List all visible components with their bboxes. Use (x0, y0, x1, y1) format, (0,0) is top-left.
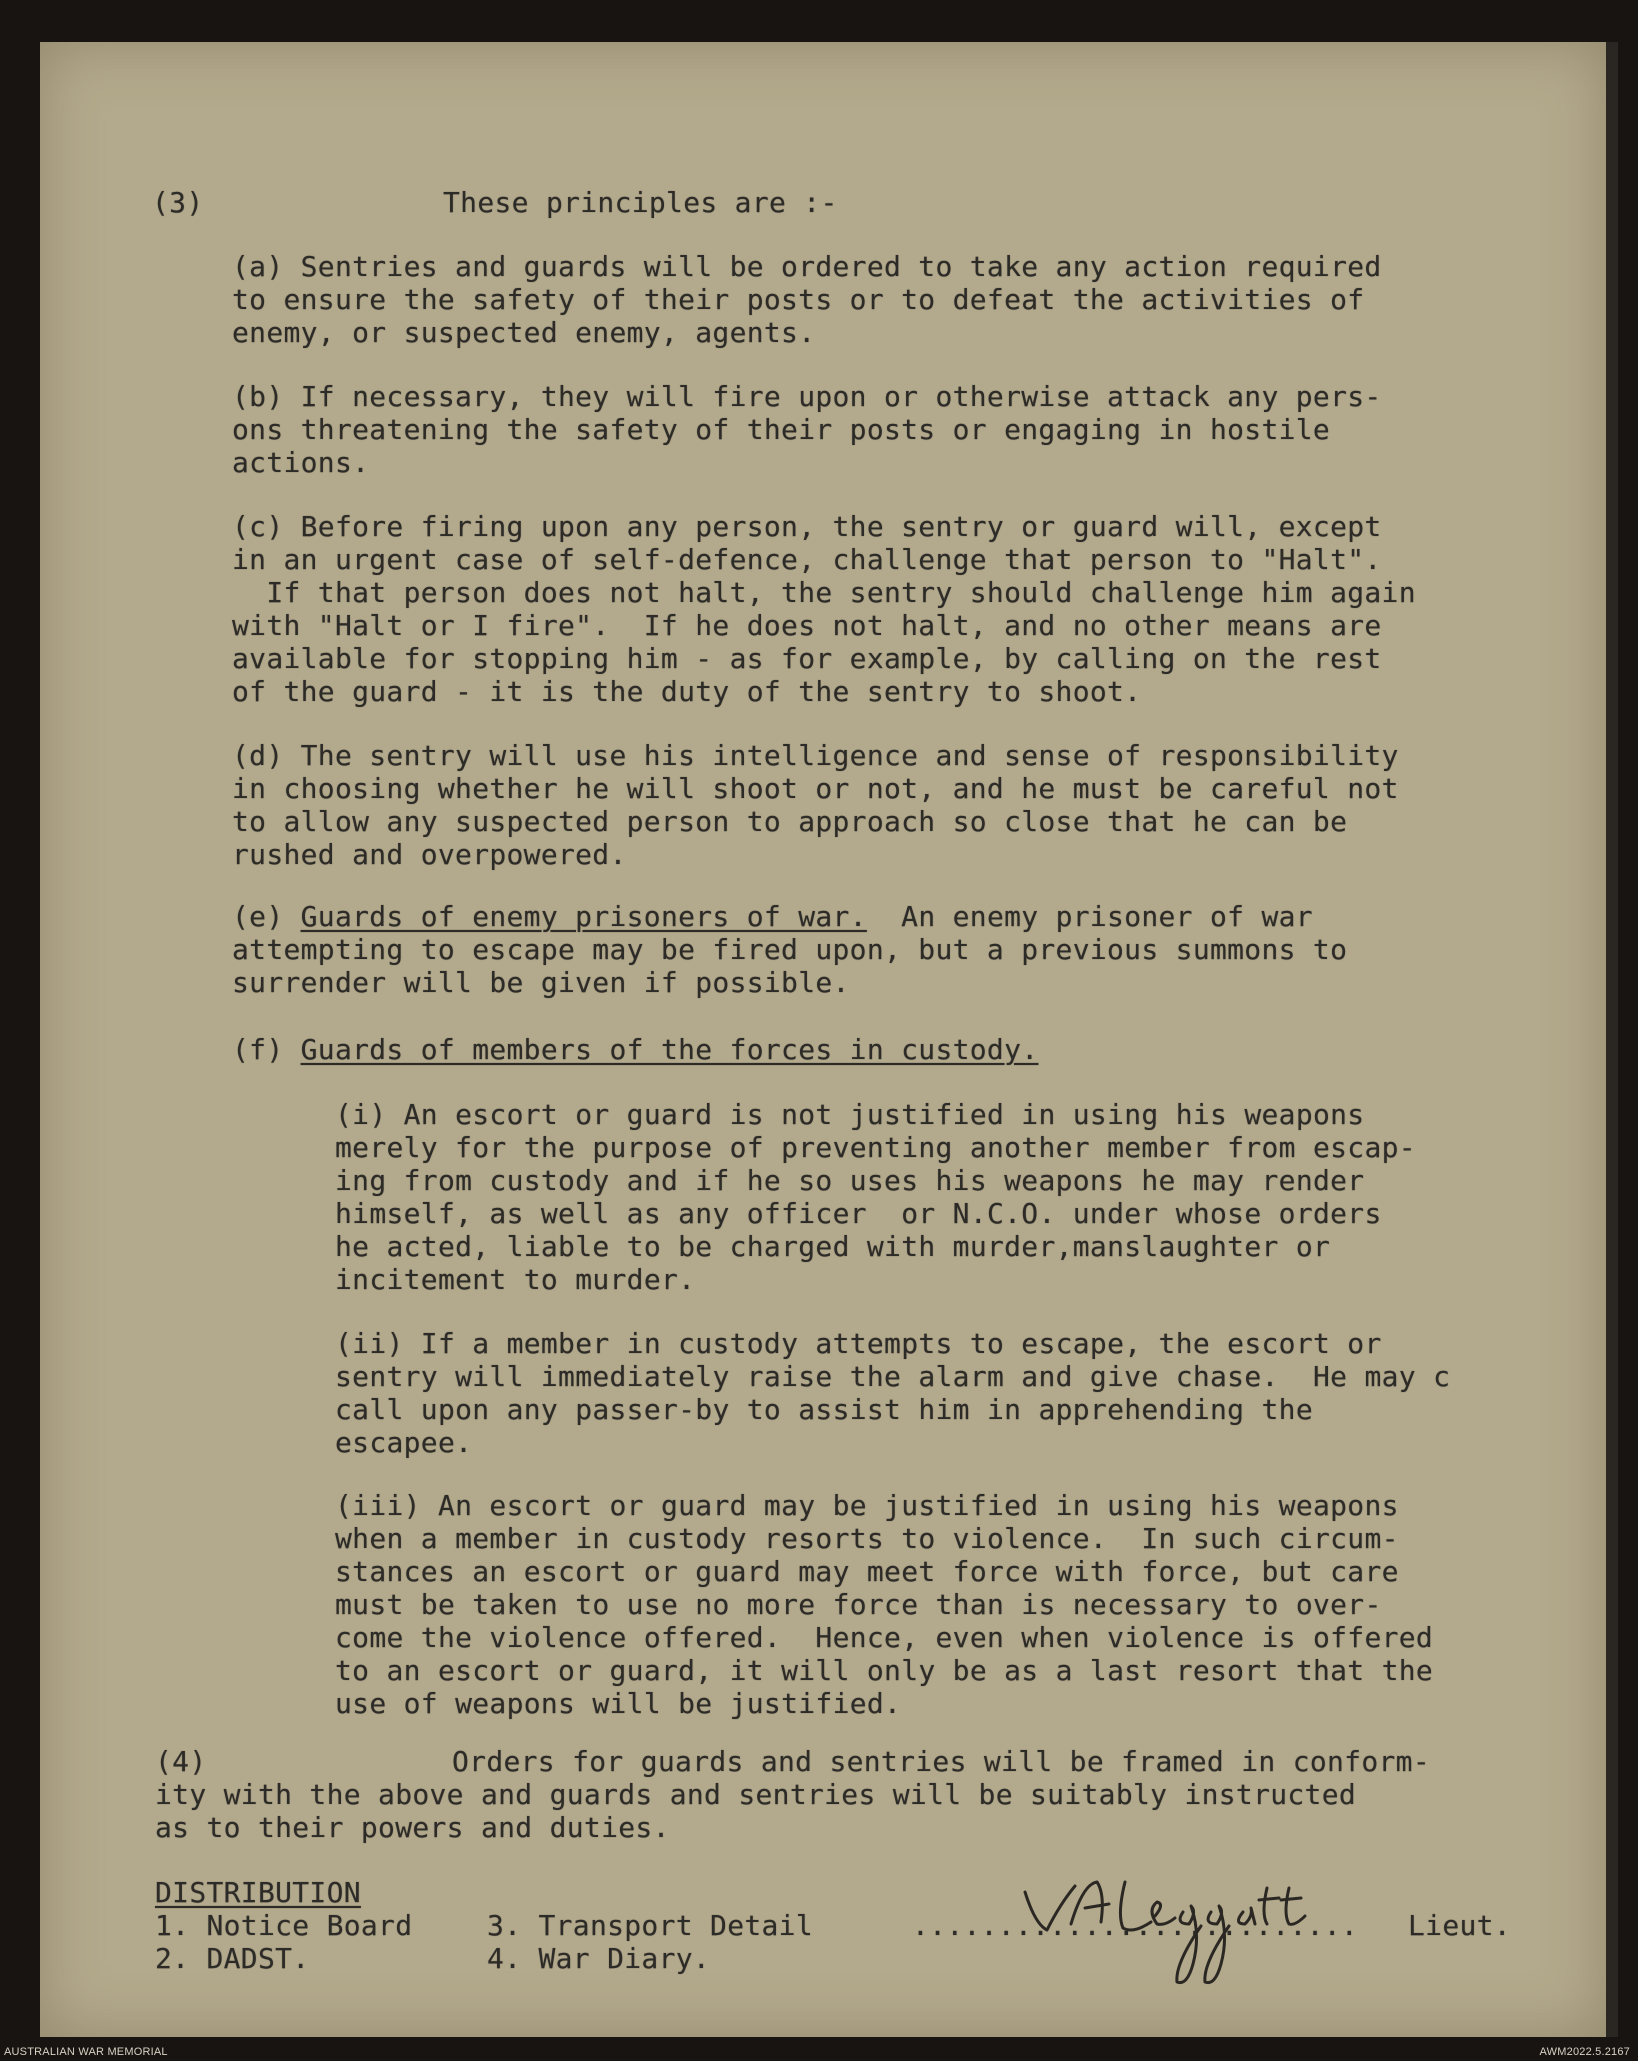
para-4-line-1: Orders for guards and sentries will be framed in conform- (452, 1745, 1430, 1778)
clause-c-line-2: in an urgent case of self-defence, challenge that person to "Halt". (232, 543, 1382, 576)
clause-e-label: (e) (232, 900, 301, 933)
clause-e-line-3: surrender will be given if possible. (232, 966, 850, 999)
clause-f-i-line-6: incitement to murder. (335, 1263, 696, 1296)
clause-f-iii-line-2: when a member in custody resorts to violence. In such circum- (335, 1522, 1399, 1555)
clause-b-line-2: ons threatening the safety of their posts or engaging in hostile (232, 413, 1331, 446)
para-3-intro: These principles are :- (443, 186, 838, 219)
clause-f-i-line-3: ing from custody and if he so uses his weapons he may render (335, 1164, 1365, 1197)
clause-e-line-1 (232, 900, 1313, 933)
clause-f-ii-line-1: (ii) If a member in custody attempts to escape, the escort or (335, 1327, 1382, 1360)
clause-f-iii-line-4: must be taken to use no more force than is necessary to over- (335, 1588, 1382, 1621)
clause-f-iii-line-6: to an escort or guard, it will only be as a last resort that the (335, 1654, 1434, 1687)
para-4-number: (4) (155, 1745, 207, 1778)
clause-c-line-1: (c) Before firing upon any person, the sentry or guard will, except (232, 510, 1382, 543)
distribution-item-2: 2. DADST. (155, 1942, 310, 1975)
handwritten-signature (1005, 1864, 1335, 1994)
clause-f-line-1 (232, 1033, 1038, 1066)
distribution-item-3: 3. Transport Detail (487, 1909, 813, 1942)
clause-f-i-line-1: (i) An escort or guard is not justified in using his weapons (335, 1098, 1365, 1131)
rank-label: Lieut. (1408, 1909, 1511, 1942)
clause-a-line-1: (a) Sentries and guards will be ordered to take any action required (232, 250, 1382, 283)
clause-a-line-3: enemy, or suspected enemy, agents. (232, 316, 816, 349)
distribution-heading: DISTRIBUTION (155, 1876, 361, 1909)
clause-f-iii-line-3: stances an escort or guard may meet force with force, but care (335, 1555, 1399, 1588)
clause-e-heading: Guards of enemy prisoners of war. (300, 900, 867, 933)
clause-d-line-4: rushed and overpowered. (232, 838, 627, 871)
clause-c-line-6: of the guard - it is the duty of the sentry to shoot. (232, 675, 1142, 708)
clause-d-line-2: in choosing whether he will shoot or not, and he must be careful not (232, 772, 1399, 805)
clause-b-line-1: (b) If necessary, they will fire upon or otherwise attack any pers- (232, 380, 1382, 413)
para-4-line-2: ity with the above and guards and sentries will be suitably instructed (155, 1778, 1357, 1811)
clause-d-line-1: (d) The sentry will use his intelligence and sense of responsibility (232, 739, 1399, 772)
clause-f-label: (f) (232, 1033, 301, 1066)
page-edge (1606, 42, 1618, 2037)
archive-credit: AUSTRALIAN WAR MEMORIAL (4, 2046, 168, 2058)
distribution-item-1: 1. Notice Board (155, 1909, 413, 1942)
clause-c-line-4: with "Halt or I fire". If he does not halt, and no other means are (232, 609, 1382, 642)
clause-d-line-3: to allow any suspected person to approach so close that he can be (232, 805, 1348, 838)
clause-f-iii-line-7: use of weapons will be justified. (335, 1687, 902, 1720)
clause-a-line-2: to ensure the safety of their posts or to defeat the activities of (232, 283, 1365, 316)
archive-reference: AWM2022.5.2167 (1539, 2046, 1630, 2058)
clause-f-i-line-5: he acted, liable to be charged with murder,manslaughter or (335, 1230, 1331, 1263)
clause-b-line-3: actions. (232, 446, 370, 479)
clause-e-line-2: attempting to escape may be fired upon, but a previous summons to (232, 933, 1348, 966)
clause-e-rest: An enemy prisoner of war (866, 900, 1313, 933)
clause-f-ii-line-2: sentry will immediately raise the alarm and give chase. He may c (335, 1360, 1451, 1393)
clause-f-ii-line-3: call upon any passer-by to assist him in apprehending the (335, 1393, 1313, 1426)
clause-f-ii-line-4: escapee. (335, 1426, 473, 1459)
clause-c-line-3: If that person does not halt, the sentry should challenge him again (232, 576, 1416, 609)
clause-f-iii-line-1: (iii) An escort or guard may be justified in using his weapons (335, 1489, 1399, 1522)
signature-line: .......................... (912, 1909, 1359, 1942)
para-3-number: (3) (152, 186, 204, 219)
clause-c-line-5: available for stopping him - as for example, by calling on the rest (232, 642, 1382, 675)
distribution-item-4: 4. War Diary. (487, 1942, 711, 1975)
clause-f-i-line-4: himself, as well as any officer or N.C.O. under whose orders (335, 1197, 1382, 1230)
clause-f-i-line-2: merely for the purpose of preventing another member from escap- (335, 1131, 1416, 1164)
clause-f-iii-line-5: come the violence offered. Hence, even when violence is offered (335, 1621, 1434, 1654)
clause-f-heading: Guards of members of the forces in custody. (300, 1033, 1039, 1066)
para-4-line-3: as to their powers and duties. (155, 1811, 670, 1844)
